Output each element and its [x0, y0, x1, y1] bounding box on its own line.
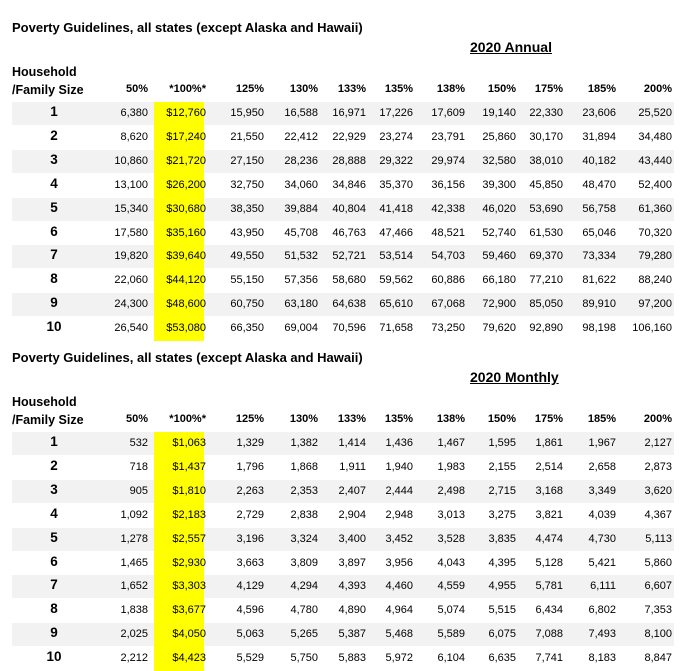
- table-cell: 4,367: [644, 508, 672, 521]
- table-cell: 5,063: [236, 628, 264, 641]
- table-cell: 23,274: [379, 130, 413, 143]
- table-cell: 36,156: [431, 178, 465, 191]
- table-cell: 73,334: [582, 250, 616, 263]
- table-cell: 5,883: [338, 652, 366, 665]
- table-cell: 1,595: [488, 437, 516, 449]
- table-cell: 905: [129, 484, 148, 497]
- table-cell: 4,474: [535, 532, 563, 545]
- table-cell: 1,092: [120, 508, 148, 521]
- table-cell: 54,703: [431, 250, 465, 263]
- table-cell: 38,010: [529, 154, 563, 167]
- table-cell: 92,890: [529, 322, 563, 335]
- family-size-cell: 2: [50, 457, 58, 473]
- table-cell: 19,820: [114, 250, 148, 263]
- column-header: 185%: [587, 413, 616, 425]
- table-cell: 22,330: [529, 107, 563, 119]
- table-cell: $4,423: [172, 652, 206, 665]
- table-cell: 64,638: [332, 298, 366, 311]
- table-cell: 28,236: [284, 154, 318, 167]
- table-cell: 2,444: [385, 484, 413, 497]
- family-size-cell: 8: [50, 271, 58, 287]
- table-cell: $30,680: [166, 202, 206, 215]
- column-header: 150%: [487, 83, 516, 95]
- column-header: 133%: [337, 413, 366, 425]
- table-cell: 16,971: [332, 107, 366, 119]
- table-cell: 15,950: [230, 107, 264, 119]
- column-header: 125%: [235, 83, 264, 95]
- table-cell: 4,730: [588, 532, 616, 545]
- table-cell: 46,763: [332, 226, 366, 239]
- table-cell: 51,532: [284, 250, 318, 263]
- table-cell: 49,550: [230, 250, 264, 263]
- table-cell: 27,150: [230, 154, 264, 167]
- table-cell: 1,838: [120, 604, 148, 617]
- table-cell: 2,948: [385, 508, 413, 521]
- column-header: *100%*: [169, 83, 206, 95]
- table-cell: 3,196: [236, 532, 264, 545]
- table-cell: 79,620: [482, 322, 516, 335]
- annual-period-title: 2020 Annual: [470, 39, 552, 55]
- family-size-cell: 10: [46, 649, 62, 665]
- table-cell: 61,360: [638, 202, 672, 215]
- column-header: 200%: [643, 83, 672, 95]
- table-cell: $21,720: [166, 154, 206, 167]
- table-cell: 1,278: [120, 532, 148, 545]
- table-cell: 53,514: [379, 250, 413, 263]
- table-cell: $48,600: [166, 298, 206, 311]
- table-cell: 21,550: [230, 130, 264, 143]
- table-cell: 40,804: [332, 202, 366, 215]
- table-cell: 60,886: [431, 274, 465, 287]
- column-header: 175%: [534, 83, 563, 95]
- table-cell: 34,846: [332, 178, 366, 191]
- table-cell: 4,559: [437, 580, 465, 593]
- column-header: 150%: [487, 413, 516, 425]
- column-header: *100%*: [169, 413, 206, 425]
- household-label: Household: [12, 65, 77, 79]
- table-cell: 1,465: [120, 556, 148, 569]
- family-size-cell: 9: [50, 625, 58, 641]
- table-cell: 1,382: [290, 437, 318, 449]
- household-label: Household: [12, 395, 77, 409]
- table-cell: 45,708: [284, 226, 318, 239]
- table-cell: 2,514: [535, 460, 563, 473]
- table-cell: 43,950: [230, 226, 264, 239]
- table-cell: 8,620: [120, 130, 148, 143]
- table-cell: 4,780: [290, 604, 318, 617]
- table-cell: 66,350: [230, 322, 264, 335]
- column-header: 135%: [384, 413, 413, 425]
- table-cell: 28,888: [332, 154, 366, 167]
- table-cell: 38,350: [230, 202, 264, 215]
- table-cell: 42,338: [431, 202, 465, 215]
- table-cell: 58,680: [332, 274, 366, 287]
- table-cell: 7,741: [535, 652, 563, 665]
- table-cell: 2,904: [338, 508, 366, 521]
- family-size-cell: 5: [50, 199, 58, 215]
- table-cell: 3,809: [290, 556, 318, 569]
- table-cell: 3,349: [588, 484, 616, 497]
- family-size-label: /Family Size: [12, 83, 84, 97]
- table-cell: 3,897: [338, 556, 366, 569]
- table-cell: 25,520: [638, 107, 672, 119]
- table-cell: 29,322: [379, 154, 413, 167]
- column-header: 200%: [643, 413, 672, 425]
- table-cell: 5,421: [588, 556, 616, 569]
- table-cell: 65,046: [582, 226, 616, 239]
- table-cell: 5,468: [385, 628, 413, 641]
- table-cell: $1,437: [172, 460, 206, 473]
- table-cell: 1,414: [338, 437, 366, 449]
- table-cell: 13,100: [114, 178, 148, 191]
- table-cell: 43,440: [638, 154, 672, 167]
- table-cell: 57,356: [284, 274, 318, 287]
- table-cell: 4,393: [338, 580, 366, 593]
- table-cell: 106,160: [632, 322, 672, 335]
- table-cell: $53,080: [166, 322, 206, 335]
- table-cell: 41,418: [379, 202, 413, 215]
- table-cell: 4,294: [290, 580, 318, 593]
- table-cell: 3,620: [644, 484, 672, 497]
- table-cell: 31,894: [582, 130, 616, 143]
- table-cell: 40,182: [582, 154, 616, 167]
- table-cell: 22,412: [284, 130, 318, 143]
- family-size-cell: 7: [50, 577, 58, 593]
- table-cell: 6,635: [488, 652, 516, 665]
- table-cell: 1,983: [437, 460, 465, 473]
- annual-household-header: [12, 63, 84, 99]
- table-cell: 5,972: [385, 652, 413, 665]
- table-cell: 4,596: [236, 604, 264, 617]
- table-cell: 69,370: [529, 250, 563, 263]
- table-cell: 81,622: [582, 274, 616, 287]
- table-cell: 5,515: [488, 604, 516, 617]
- table-cell: 39,884: [284, 202, 318, 215]
- monthly-title: Poverty Guidelines, all states (except Alaska and Hawaii): [12, 350, 363, 365]
- table-cell: 17,580: [114, 226, 148, 239]
- family-size-label: /Family Size: [12, 413, 84, 427]
- table-cell: 30,170: [529, 130, 563, 143]
- table-cell: 7,088: [535, 628, 563, 641]
- table-cell: 4,460: [385, 580, 413, 593]
- table-cell: 5,529: [236, 652, 264, 665]
- table-cell: $3,303: [172, 580, 206, 593]
- family-size-cell: 5: [50, 529, 58, 545]
- monthly-household-header: [12, 393, 84, 429]
- table-cell: 3,663: [236, 556, 264, 569]
- table-cell: 16,588: [284, 107, 318, 119]
- column-header: 138%: [436, 83, 465, 95]
- table-cell: 73,250: [431, 322, 465, 335]
- table-cell: $35,160: [166, 226, 206, 239]
- table-cell: 23,791: [431, 130, 465, 143]
- annual-title: Poverty Guidelines, all states (except Alaska and Hawaii): [12, 20, 363, 35]
- table-cell: 47,466: [379, 226, 413, 239]
- table-cell: 1,652: [120, 580, 148, 593]
- table-cell: 26,540: [114, 322, 148, 335]
- table-cell: 69,004: [284, 322, 318, 335]
- table-cell: 39,300: [482, 178, 516, 191]
- table-cell: 70,320: [638, 226, 672, 239]
- family-size-cell: 10: [46, 319, 62, 335]
- table-cell: 97,200: [638, 298, 672, 311]
- table-cell: 6,607: [644, 580, 672, 593]
- table-cell: 77,210: [529, 274, 563, 287]
- table-cell: 4,039: [588, 508, 616, 521]
- table-cell: 6,075: [488, 628, 516, 641]
- table-cell: 5,128: [535, 556, 563, 569]
- table-cell: $44,120: [166, 274, 206, 287]
- table-cell: 61,530: [529, 226, 563, 239]
- table-cell: 45,850: [529, 178, 563, 191]
- table-cell: 17,226: [379, 107, 413, 119]
- family-size-cell: 3: [50, 481, 58, 497]
- table-cell: 5,113: [645, 532, 672, 545]
- table-cell: 5,387: [338, 628, 366, 641]
- table-cell: 532: [129, 437, 148, 449]
- table-cell: 2,212: [120, 652, 148, 665]
- table-cell: 5,750: [290, 652, 318, 665]
- table-cell: 1,911: [339, 460, 366, 473]
- table-cell: 5,074: [437, 604, 465, 617]
- column-header: 185%: [587, 83, 616, 95]
- table-cell: 8,183: [588, 652, 616, 665]
- table-cell: 2,658: [588, 460, 616, 473]
- table-cell: 32,750: [230, 178, 264, 191]
- table-cell: 7,493: [588, 628, 616, 641]
- table-cell: 59,460: [482, 250, 516, 263]
- table-cell: 4,395: [488, 556, 516, 569]
- table-cell: 35,370: [379, 178, 413, 191]
- family-size-cell: 2: [50, 127, 58, 143]
- family-size-cell: 1: [50, 434, 58, 449]
- table-cell: 52,740: [482, 226, 516, 239]
- table-cell: 1,436: [385, 437, 413, 449]
- table-cell: 718: [129, 460, 148, 473]
- table-cell: 2,715: [488, 484, 516, 497]
- table-cell: 48,521: [431, 226, 465, 239]
- table-cell: 4,890: [338, 604, 366, 617]
- table-cell: 6,111: [590, 580, 616, 593]
- table-cell: 2,155: [488, 460, 516, 473]
- table-cell: 34,060: [284, 178, 318, 191]
- table-cell: 23,606: [582, 107, 616, 119]
- table-cell: 7,353: [644, 604, 672, 617]
- table-cell: 3,821: [535, 508, 563, 521]
- table-cell: 4,964: [385, 604, 413, 617]
- table-cell: 85,050: [529, 298, 563, 311]
- family-size-cell: 3: [50, 151, 58, 167]
- family-size-cell: 6: [50, 223, 58, 239]
- column-header: 138%: [436, 413, 465, 425]
- table-cell: 34,480: [638, 130, 672, 143]
- table-cell: 3,013: [437, 508, 465, 521]
- column-header: 133%: [337, 83, 366, 95]
- column-header: 130%: [289, 413, 318, 425]
- table-cell: 79,280: [638, 250, 672, 263]
- table-cell: 48,470: [582, 178, 616, 191]
- table-cell: $1,810: [172, 484, 206, 497]
- table-cell: 5,589: [437, 628, 465, 641]
- table-cell: 3,956: [385, 556, 413, 569]
- table-cell: 17,609: [431, 107, 465, 119]
- table-cell: 6,434: [535, 604, 563, 617]
- table-cell: 3,400: [338, 532, 366, 545]
- column-header: 50%: [125, 83, 148, 95]
- table-cell: 1,861: [535, 437, 563, 449]
- table-cell: 2,263: [236, 484, 264, 497]
- family-size-cell: 7: [50, 247, 58, 263]
- table-cell: 55,150: [230, 274, 264, 287]
- table-cell: 65,610: [379, 298, 413, 311]
- table-cell: 2,838: [290, 508, 318, 521]
- column-header: 125%: [235, 413, 264, 425]
- table-cell: 3,835: [488, 532, 516, 545]
- family-size-cell: 9: [50, 295, 58, 311]
- family-size-cell: 6: [50, 553, 58, 569]
- family-size-cell: 4: [50, 175, 58, 191]
- table-cell: 29,974: [431, 154, 465, 167]
- table-cell: 70,596: [332, 322, 366, 335]
- table-cell: 71,658: [379, 322, 413, 335]
- table-cell: $1,063: [172, 437, 206, 449]
- table-cell: 88,240: [638, 274, 672, 287]
- table-cell: 72,900: [482, 298, 516, 311]
- table-cell: $4,050: [172, 628, 206, 641]
- table-cell: 3,528: [437, 532, 465, 545]
- table-cell: 22,929: [332, 130, 366, 143]
- table-cell: 15,340: [114, 202, 148, 215]
- table-cell: 3,452: [385, 532, 413, 545]
- family-size-cell: 4: [50, 505, 58, 521]
- table-cell: 2,873: [644, 460, 672, 473]
- table-cell: 1,940: [385, 460, 413, 473]
- table-cell: 3,324: [290, 532, 318, 545]
- family-size-cell: 1: [50, 104, 58, 119]
- table-cell: 52,400: [638, 178, 672, 191]
- table-cell: 3,275: [488, 508, 516, 521]
- table-cell: 67,068: [431, 298, 465, 311]
- column-header: 130%: [289, 83, 318, 95]
- table-cell: 60,750: [230, 298, 264, 311]
- table-cell: 5,860: [644, 556, 672, 569]
- table-cell: 2,025: [120, 628, 148, 641]
- table-cell: 63,180: [284, 298, 318, 311]
- table-cell: 2,353: [290, 484, 318, 497]
- table-cell: 59,562: [379, 274, 413, 287]
- column-header: 135%: [384, 83, 413, 95]
- table-cell: 52,721: [332, 250, 366, 263]
- table-cell: $3,677: [172, 604, 206, 617]
- family-size-cell: 8: [50, 601, 58, 617]
- table-cell: 6,104: [437, 652, 465, 665]
- table-cell: 46,020: [482, 202, 516, 215]
- table-cell: 2,729: [236, 508, 264, 521]
- table-cell: 10,860: [114, 154, 148, 167]
- monthly-period-title: 2020 Monthly: [470, 369, 559, 385]
- table-cell: 32,580: [482, 154, 516, 167]
- table-cell: 22,060: [114, 274, 148, 287]
- table-cell: 56,758: [582, 202, 616, 215]
- table-cell: 4,129: [236, 580, 264, 593]
- table-cell: 3,168: [535, 484, 563, 497]
- table-cell: 53,690: [529, 202, 563, 215]
- table-cell: 2,127: [644, 437, 672, 449]
- table-cell: 98,198: [582, 322, 616, 335]
- table-cell: 66,180: [482, 274, 516, 287]
- table-cell: 89,910: [582, 298, 616, 311]
- table-cell: 8,100: [644, 628, 672, 641]
- table-cell: 2,498: [437, 484, 465, 497]
- table-cell: 1,967: [588, 437, 616, 449]
- table-cell: $26,200: [166, 178, 206, 191]
- table-cell: 24,300: [114, 298, 148, 311]
- table-cell: $17,240: [166, 130, 206, 143]
- table-cell: 2,407: [338, 484, 366, 497]
- column-header: 175%: [534, 413, 563, 425]
- table-cell: $2,183: [172, 508, 206, 521]
- table-cell: 8,847: [644, 652, 672, 665]
- table-cell: 5,781: [535, 580, 563, 593]
- table-cell: $2,930: [172, 556, 206, 569]
- table-cell: 4,043: [437, 556, 465, 569]
- table-cell: 1,868: [290, 460, 318, 473]
- table-cell: 4,955: [488, 580, 516, 593]
- column-header: 50%: [125, 413, 148, 425]
- table-cell: 6,380: [120, 107, 148, 119]
- table-cell: 1,329: [236, 437, 264, 449]
- table-cell: 1,467: [437, 437, 465, 449]
- table-cell: 19,140: [482, 107, 516, 119]
- table-cell: 25,860: [482, 130, 516, 143]
- table-cell: 1,796: [236, 460, 264, 473]
- table-cell: $39,640: [166, 250, 206, 263]
- table-cell: $12,760: [166, 107, 206, 119]
- table-cell: $2,557: [172, 532, 206, 545]
- table-cell: 6,802: [588, 604, 616, 617]
- table-cell: 5,265: [290, 628, 318, 641]
